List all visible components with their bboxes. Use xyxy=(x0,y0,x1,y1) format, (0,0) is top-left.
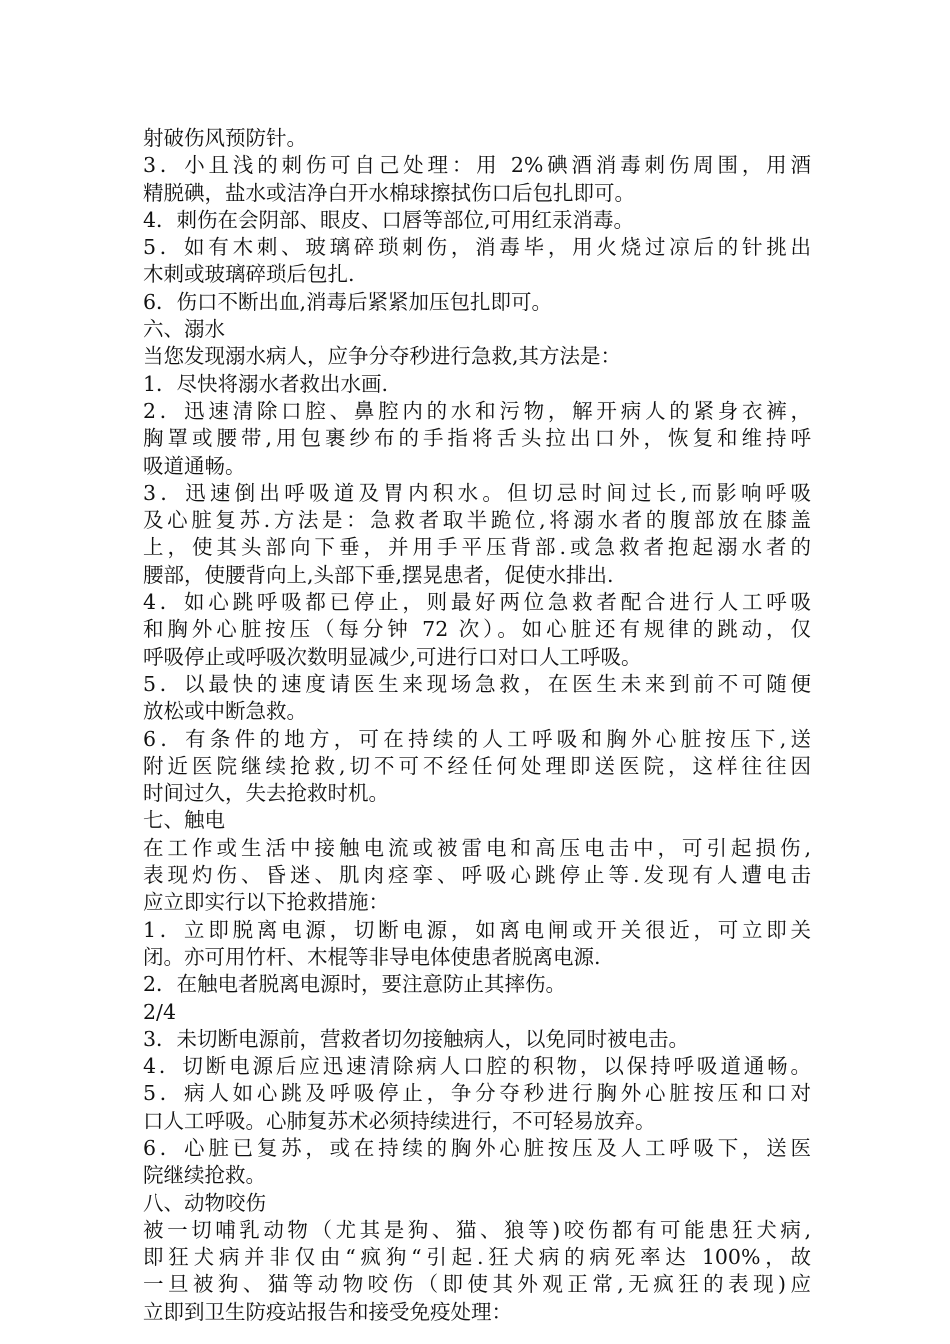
text-line: 4．刺伤在会阴部、眼皮、口唇等部位,可用红汞消毒。 xyxy=(143,207,635,232)
text-line: 6．有条件的地方，可在持续的人工呼吸和胸外心脏按压下,送 xyxy=(143,726,811,751)
text-line: 胸罩或腰带,用包裹纱布的手指将舌头拉出口外，恢复和维持呼 xyxy=(143,426,811,451)
text-line: 上，使其头部向下垂，并用手平压背部.或急救者抱起溺水者的 xyxy=(143,535,811,560)
text-line: 及心脏复苏.方法是：急救者取半跪位,将溺水者的腹部放在膝盖 xyxy=(143,508,811,533)
text-line: 6．伤口不断出血,消毒后紧紧加压包扎即可。 xyxy=(143,289,553,314)
page-number: 2/4 xyxy=(143,999,176,1024)
text-line: 时间过久，失去抢救时机。 xyxy=(143,781,389,806)
text-line: 3．迅速倒出呼吸道及胃内积水。但切忌时间过长,而影响呼吸 xyxy=(143,480,811,505)
text-line: 3．小且浅的刺伤可自己处理：用 2%碘酒消毒刺伤周围，用酒 xyxy=(143,153,811,178)
text-line: 即狂犬病并非仅由“疯狗“引起.狂犬病的病死率达 100%，故 xyxy=(143,1245,811,1270)
text-line: 放松或中断急救。 xyxy=(143,699,307,724)
text-line: 1．尽快将溺水者救出水画. xyxy=(143,371,389,396)
text-line: 4．切断电源后应迅速清除病人口腔的积物，以保持呼吸道通畅。 xyxy=(143,1054,811,1079)
text-line: 4．如心跳呼吸都已停止，则最好两位急救者配合进行人工呼吸 xyxy=(143,590,811,615)
text-line: 5．以最快的速度请医生来现场急救，在医生未来到前不可随便 xyxy=(143,671,811,696)
text-line: 闭。亦可用竹杆、木棍等非导电体使患者脱离电源. xyxy=(143,944,601,969)
text-line: 一旦被狗、猫等动物咬伤（即使其外观正常,无疯狂的表现)应 xyxy=(143,1272,811,1297)
text-line: 当您发现溺水病人，应争分夺秒进行急救,其方法是： xyxy=(143,344,622,369)
text-line: 被一切哺乳动物（尤其是狗、猫、狼等)咬伤都有可能患狂犬病, xyxy=(143,1217,811,1242)
text-line: 院继续抢救。 xyxy=(143,1163,266,1188)
text-line: 表现灼伤、昏迷、肌肉痉挛、呼吸心跳停止等.发现有人遭电击 xyxy=(143,863,811,888)
text-line: 5．病人如心跳及呼吸停止，争分夺秒进行胸外心脏按压和口对 xyxy=(143,1081,811,1106)
text-line: 附近医院继续抢救,切不可不经任何处理即送医院，这样往往因 xyxy=(143,753,811,778)
text-line: 3．未切断电源前，营救者切勿接触病人，以免同时被电击。 xyxy=(143,1026,690,1051)
text-line: 和胸外心脏按压（每分钟 72 次）。如心脏还有规律的跳动，仅 xyxy=(143,617,811,642)
text-line: 立即到卫生防疫站报告和接受免疫处理： xyxy=(143,1299,512,1324)
text-line: 八、动物咬伤 xyxy=(143,1190,266,1215)
text-line: 2．在触电者脱离电源时，要注意防止其摔伤。 xyxy=(143,972,567,997)
text-line: 2．迅速清除口腔、鼻腔内的水和污物，解开病人的紧身衣裤， xyxy=(143,398,811,423)
text-line: 应立即实行以下抢救措施： xyxy=(143,890,389,915)
text-line: 六、溺水 xyxy=(143,317,225,342)
text-line: 呼吸停止或呼吸次数明显减少,可进行口对口人工呼吸。 xyxy=(143,644,642,669)
text-line: 1．立即脱离电源，切断电源，如离电闸或开关很近，可立即关 xyxy=(143,917,811,942)
text-line: 口人工呼吸。心肺复苏术必须持续进行，不可轻易放弃。 xyxy=(143,1108,656,1133)
text-line: 精脱碘，盐水或洁净白开水棉球擦拭伤口后包扎即可。 xyxy=(143,180,635,205)
text-line: 6．心脏已复苏，或在持续的胸外心脏按压及人工呼吸下，送医 xyxy=(143,1135,811,1160)
text-line: 在工作或生活中接触电流或被雷电和高压电击中，可引起损伤, xyxy=(143,835,811,860)
text-line: 木刺或玻璃碎琐后包扎. xyxy=(143,262,355,287)
text-line: 5．如有木刺、玻璃碎琐刺伤，消毒毕，用火烧过凉后的针挑出 xyxy=(143,235,811,260)
document-page xyxy=(143,125,811,1326)
text-line: 腰部，使腰背向上,头部下垂,摆晃患者，促使水排出. xyxy=(143,562,614,587)
text-line: 七、触电 xyxy=(143,808,225,833)
text-line: 射破伤风预防针。 xyxy=(143,126,307,150)
text-line: 吸道通畅。 xyxy=(143,453,246,478)
